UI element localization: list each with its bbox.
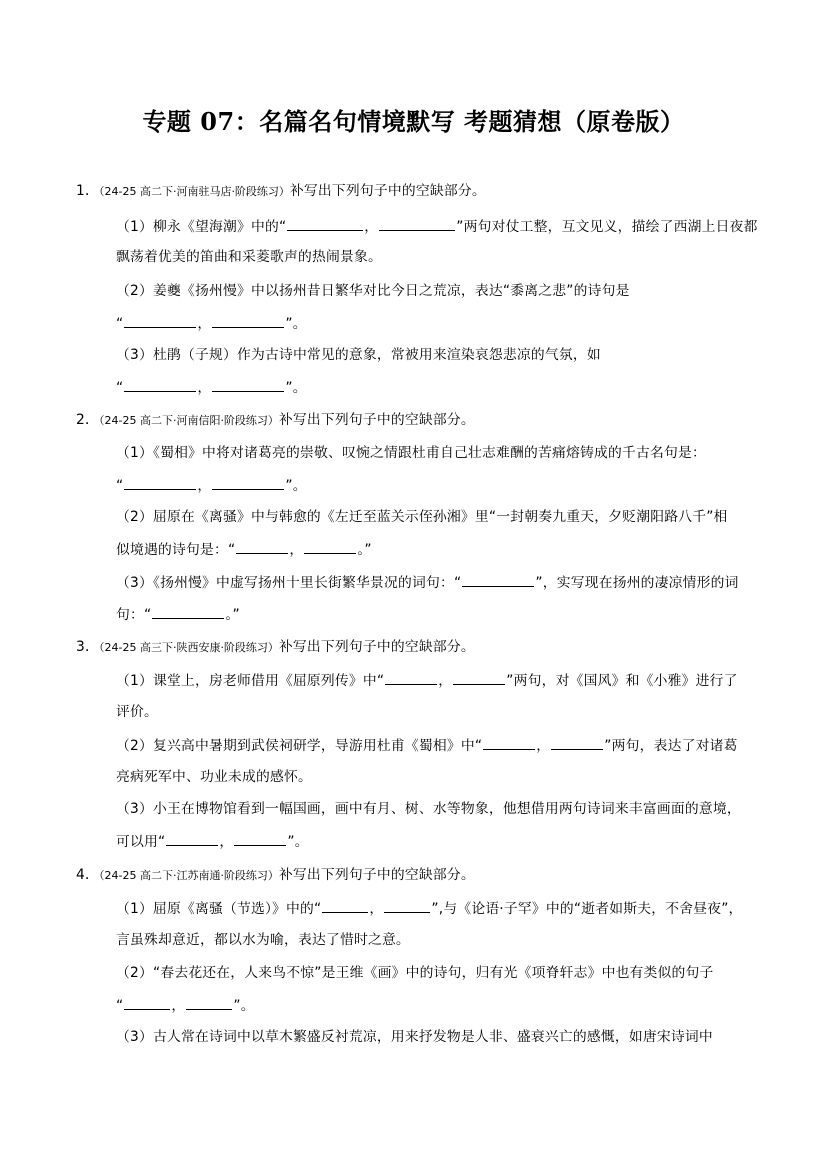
answer-blank[interactable] xyxy=(322,898,368,913)
text: ， xyxy=(536,738,551,754)
q3-item3-line2 xyxy=(116,831,309,852)
question-3-header xyxy=(76,637,475,658)
q4-item1-line2: 言虽殊却意近，都以水为喻，表达了惜时之意。 xyxy=(116,932,410,948)
answer-blank[interactable] xyxy=(551,735,603,750)
question-stem: 补写出下列句子中的空缺部分。 xyxy=(278,867,475,883)
answer-blank[interactable] xyxy=(124,475,196,490)
question-number: 2． xyxy=(76,412,99,428)
text: ”。 xyxy=(233,998,255,1014)
question-number: 3． xyxy=(76,639,99,655)
question-4-header xyxy=(76,865,475,886)
text: ”,与《论语·子罕》中的“逝者如斯夫，不舍昼夜”， xyxy=(431,901,743,917)
q3-item1-line1 xyxy=(116,670,738,691)
q2-item1-line2 xyxy=(116,475,307,496)
text: （1）课堂上，房老师借用《屈原列传》中“ xyxy=(116,673,385,689)
q1-item1-line1 xyxy=(116,216,758,237)
answer-blank[interactable] xyxy=(124,377,196,392)
text: 可以用“ xyxy=(116,834,166,850)
text: ”两句对仗工整，互文见义，描绘了西湖上日夜都 xyxy=(456,219,758,235)
q4-item2-line1: （2）“春去花还在，人来鸟不惊”是王维《画》中的诗句，归有光《项脊轩志》中也有类似的句子 xyxy=(116,965,714,981)
q2-item2-line1: （2）屈原在《离骚》中与韩愈的《左迁至蓝关示侄孙湘》里“一封朝奏九重天，夕贬潮阳路八千”相 xyxy=(116,509,728,525)
text: （3）《扬州慢》中虚写扬州十里长街繁华景况的词句：“ xyxy=(116,575,462,591)
q4-item2-line2 xyxy=(116,995,255,1016)
text: “ xyxy=(116,998,124,1014)
answer-blank[interactable] xyxy=(304,539,356,554)
text: “ xyxy=(116,380,124,396)
text: ， xyxy=(197,478,212,494)
q2-item1-line1: （1）《蜀相》中将对诸葛亮的崇敬、叹惋之情跟杜甫自己壮志难酬的苦痛熔铸成的千古名句是： xyxy=(116,445,706,461)
answer-blank[interactable] xyxy=(234,831,286,846)
q3-item3-line1: （3）小王在博物馆看到一幅国画，画中有月、树、水等物象，他想借用两句诗词来丰富画面的意境， xyxy=(116,801,741,817)
q4-item1-line1 xyxy=(116,898,743,919)
q1-item2-line1: （2）姜夔《扬州慢》中以扬州昔日繁华对比今日之荒凉，表达“黍离之悲”的诗句是 xyxy=(116,283,630,299)
text: （1）屈原《离骚（节选）》中的“ xyxy=(116,901,322,917)
q1-item2-line2 xyxy=(116,313,307,334)
question-number: 1． xyxy=(76,183,99,199)
question-source: （24-25 高三下·陕西安康·阶段练习） xyxy=(98,641,279,654)
text: ”。 xyxy=(285,478,307,494)
answer-blank[interactable] xyxy=(384,898,430,913)
answer-blank[interactable] xyxy=(186,995,232,1010)
answer-blank[interactable] xyxy=(212,475,284,490)
answer-blank[interactable] xyxy=(236,539,288,554)
text: ”两句，对《国风》和《小雅》进行了 xyxy=(506,673,738,689)
answer-blank[interactable] xyxy=(166,831,218,846)
answer-blank[interactable] xyxy=(379,216,455,231)
answer-blank[interactable] xyxy=(124,995,170,1010)
text: ， xyxy=(219,834,234,850)
question-number: 4． xyxy=(76,867,99,883)
answer-blank[interactable] xyxy=(453,670,505,685)
answer-blank[interactable] xyxy=(385,670,437,685)
text: “ xyxy=(116,316,124,332)
question-1-header xyxy=(76,181,486,202)
answer-blank[interactable] xyxy=(212,313,284,328)
answer-blank[interactable] xyxy=(483,735,535,750)
text: 。” xyxy=(357,542,372,558)
text: ， xyxy=(369,901,384,917)
text: ”。 xyxy=(287,834,309,850)
q2-item2-line2 xyxy=(116,539,372,560)
answer-blank[interactable] xyxy=(212,377,284,392)
q1-item3-line1: （3）杜鹃（子规）作为古诗中常见的意象，常被用来渲染哀怨悲凉的气氛，如 xyxy=(116,347,601,363)
answer-blank[interactable] xyxy=(287,216,363,231)
q1-item3-line2 xyxy=(116,377,307,398)
text: ”两句，表达了对诸葛 xyxy=(604,738,738,754)
text: （1）柳永《望海潮》中的“ xyxy=(116,219,287,235)
text: 似境遇的诗句是：“ xyxy=(116,542,236,558)
question-source: （24-25 高二下·江苏南通·阶段练习） xyxy=(98,869,279,882)
q3-item2-line2: 亮病死军中、功业未成的感怀。 xyxy=(116,769,312,785)
text: 句：“ xyxy=(116,607,152,623)
question-stem: 补写出下列句子中的空缺部分。 xyxy=(278,412,475,428)
text: ， xyxy=(364,219,379,235)
text: ， xyxy=(438,673,453,689)
text: （2）复兴高中暑期到武侯祠研学，导游用杜甫《蜀相》中“ xyxy=(116,738,483,754)
answer-blank[interactable] xyxy=(124,313,196,328)
q3-item1-line2: 评价。 xyxy=(116,704,158,720)
q1-item1-line2: 飘荡着优美的笛曲和采菱歌声的热闹景象。 xyxy=(116,249,382,265)
text: 。” xyxy=(225,607,240,623)
text: ， xyxy=(197,380,212,396)
text: ， xyxy=(289,542,304,558)
text: ， xyxy=(197,316,212,332)
question-stem: 补写出下列句子中的空缺部分。 xyxy=(289,183,486,199)
q3-item2-line1 xyxy=(116,735,738,756)
text: “ xyxy=(116,478,124,494)
answer-blank[interactable] xyxy=(152,604,224,619)
q2-item3-line1 xyxy=(116,572,739,593)
question-source: （24-25 高二下·河南驻马店·阶段练习） xyxy=(98,185,290,198)
text: ”，实写现在扬州的凄凉情形的词 xyxy=(535,575,739,591)
q2-item3-line2 xyxy=(116,604,240,625)
question-stem: 补写出下列句子中的空缺部分。 xyxy=(278,639,475,655)
answer-blank[interactable] xyxy=(462,572,534,587)
text: ”。 xyxy=(285,380,307,396)
text: ”。 xyxy=(285,316,307,332)
q4-item3-line1: （3）古人常在诗词中以草木繁盛反衬荒凉，用来抒发物是人非、盛衰兴亡的感慨，如唐宋诗词中 xyxy=(116,1029,713,1045)
text: ， xyxy=(171,998,186,1014)
question-2-header xyxy=(76,410,475,431)
page-title: 专题 07：名篇名句情境默写 考题猜想（原卷版） xyxy=(142,107,685,136)
question-source: （24-25 高二下·河南信阳·阶段练习） xyxy=(98,414,279,427)
